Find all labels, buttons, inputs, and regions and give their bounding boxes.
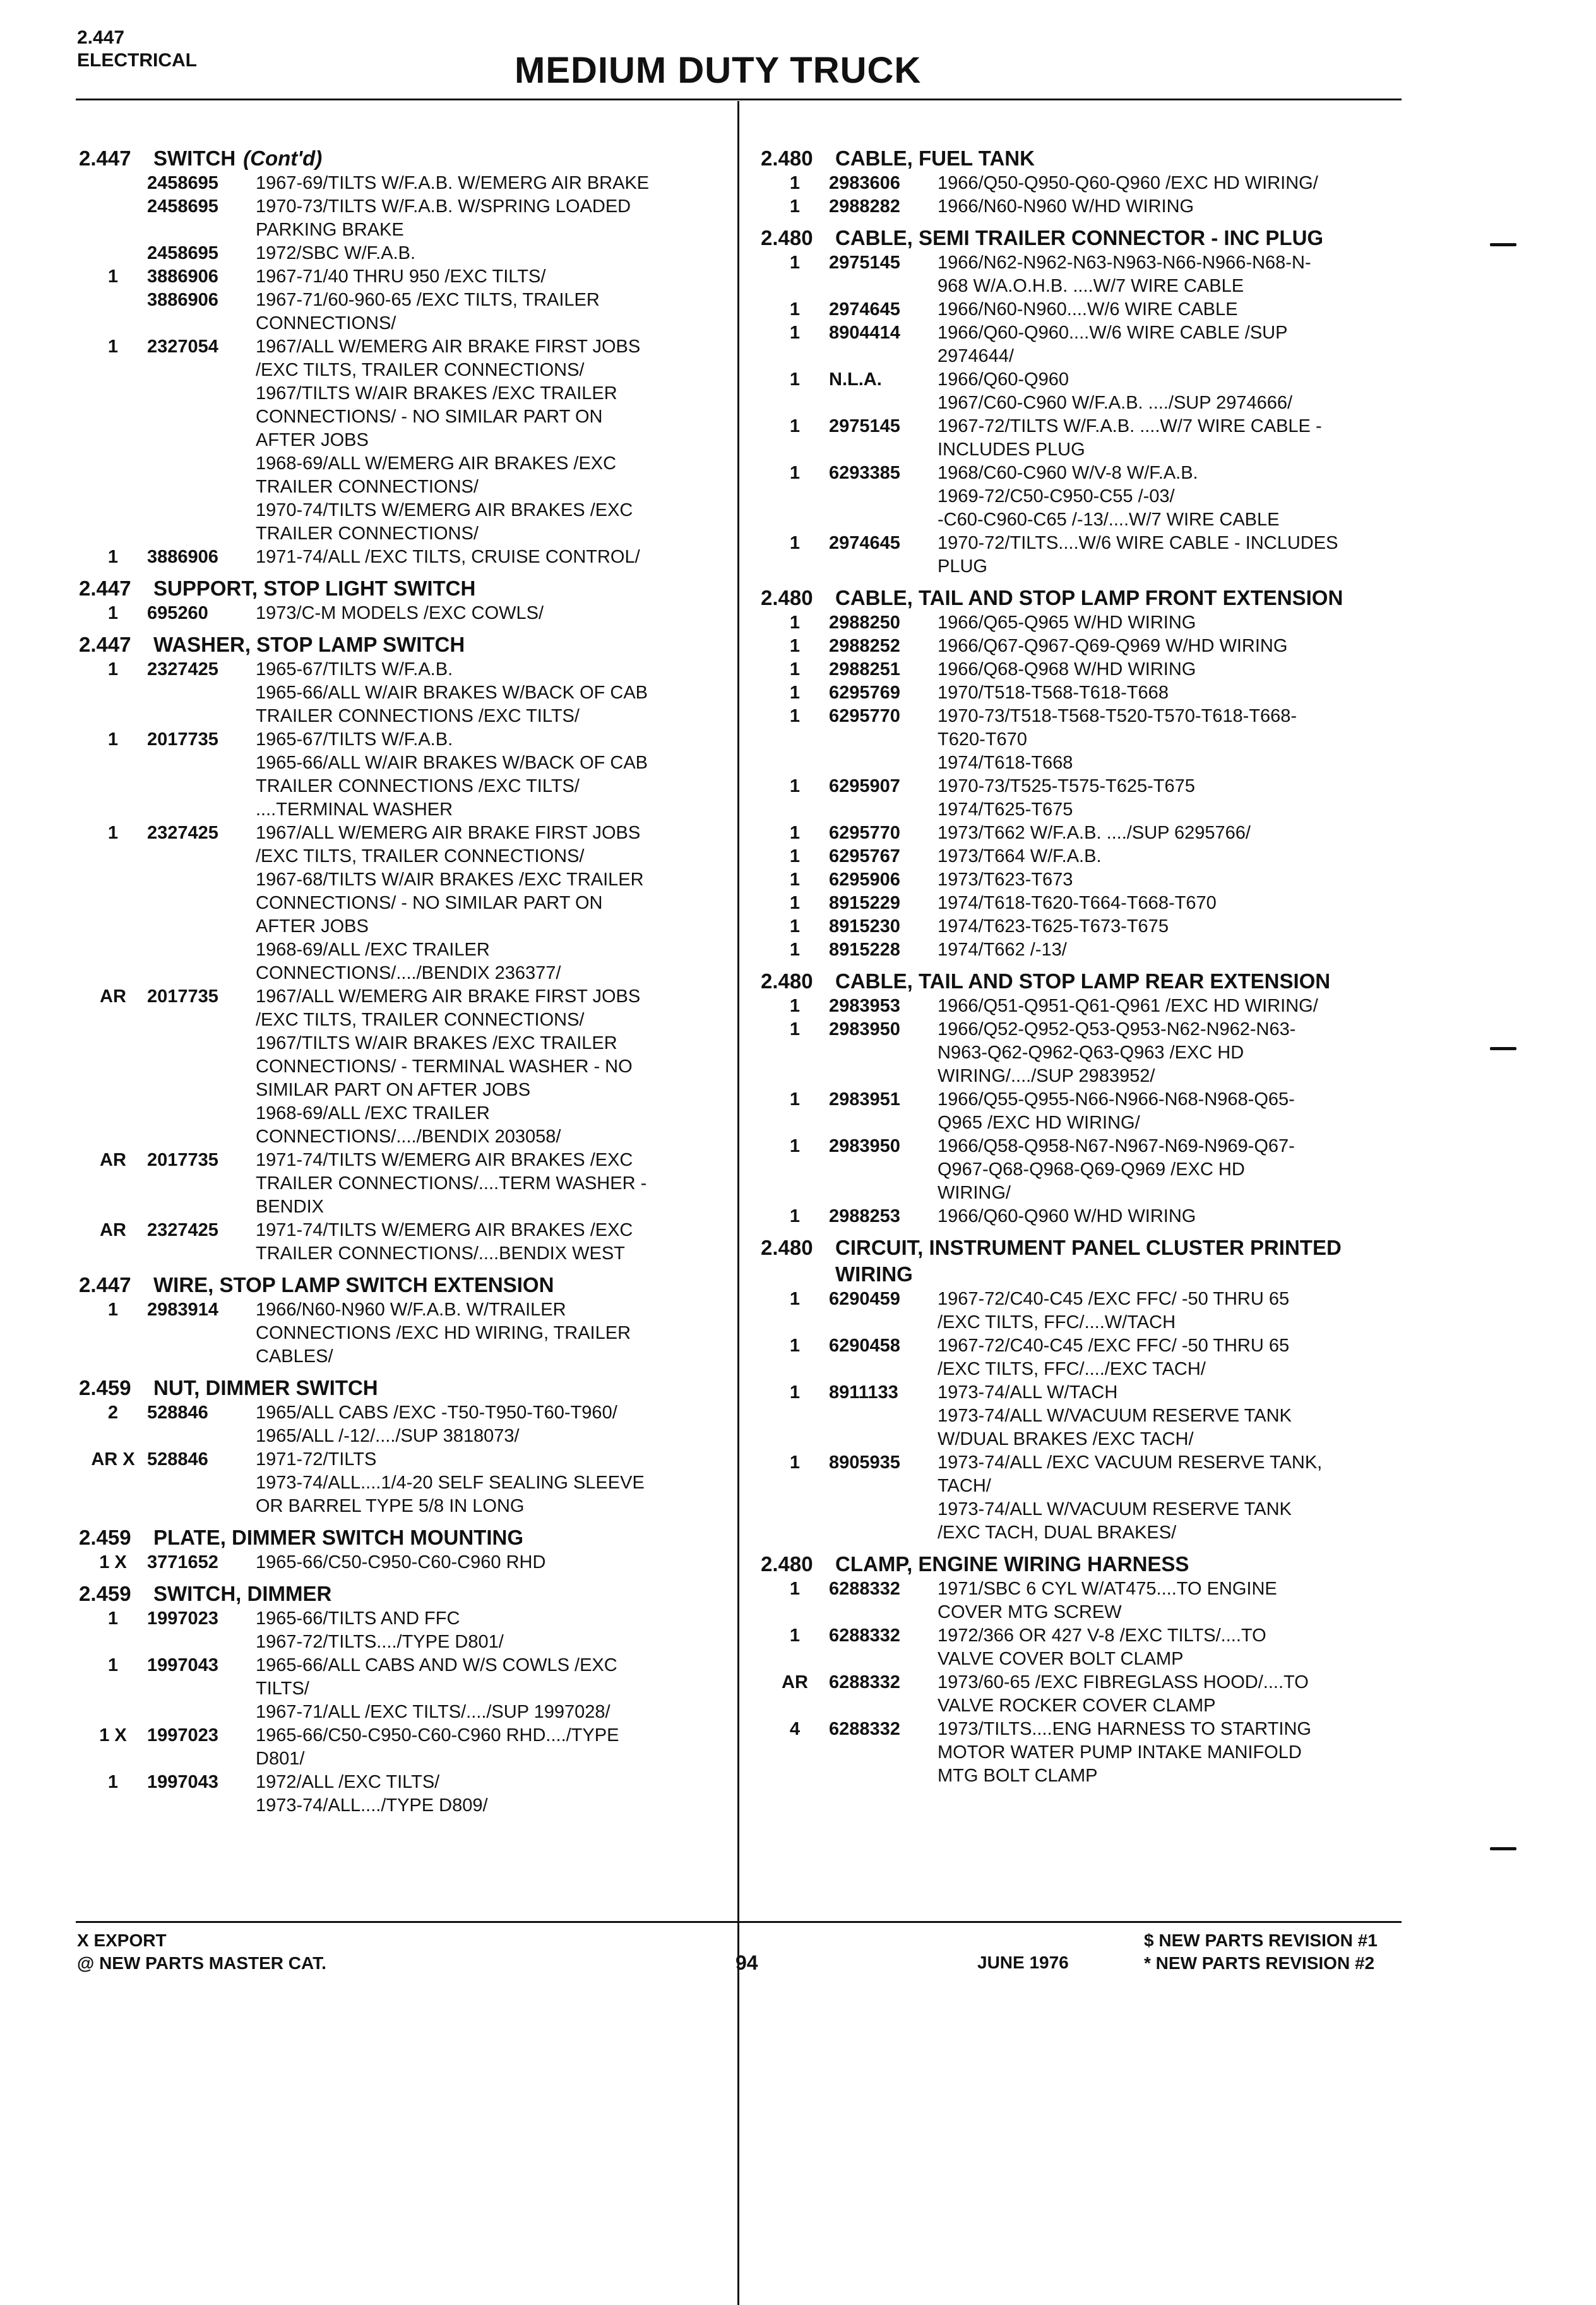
part-number: 6295770 (829, 706, 900, 726)
parts-row (761, 1088, 1398, 1135)
section-title: CLAMP, ENGINE WIRING HARNESS (835, 1552, 1189, 1576)
quantity: 1 (789, 996, 801, 1016)
part-number: 2458695 (147, 243, 218, 263)
parts-row (79, 1219, 729, 1266)
quantity: 2 (107, 1403, 119, 1423)
part-number: 2983950 (829, 1019, 900, 1039)
section-number: 2.480 (761, 1552, 813, 1576)
section-title: NUT, DIMMER SWITCH (153, 1376, 378, 1399)
quantity: 1 (789, 683, 801, 703)
description: 1973/T664 W/F.A.B. (938, 846, 1102, 866)
section-number: 2.480 (761, 147, 813, 170)
parts-row (761, 845, 1398, 868)
description: 1966/Q68-Q968 W/HD WIRING (938, 659, 1196, 680)
description: 1966/Q60-Q960 W/HD WIRING (938, 1206, 1196, 1226)
parts-row (761, 1718, 1398, 1788)
section-continued: (Cont'd) (243, 147, 323, 170)
parts-row (79, 242, 729, 265)
quantity: 1 (789, 196, 801, 217)
section-number: 2.480 (761, 226, 813, 249)
section-number: 2.447 (79, 633, 131, 656)
column-divider (737, 101, 739, 2305)
quantity: AR (782, 1672, 808, 1692)
part-number: 2988282 (829, 196, 900, 217)
section-title: SUPPORT, STOP LIGHT SWITCH (153, 577, 476, 600)
description: 1973/60-65 /EXC FIBREGLASS HOOD/....TO VALVE ROCKER COVER CLAMP (938, 1672, 1309, 1716)
part-number: 6295767 (829, 846, 900, 866)
parts-row (761, 705, 1398, 775)
footer-legend (77, 1929, 326, 1975)
quantity: 1 (107, 823, 119, 843)
part-number: 2327425 (147, 659, 218, 680)
section-heading (761, 225, 1398, 251)
quantity (79, 172, 147, 195)
part-number: 1997043 (147, 1772, 218, 1792)
parts-row (761, 172, 1398, 195)
part-number: 2017735 (147, 1150, 218, 1170)
parts-row (761, 1578, 1398, 1624)
part-number: 6295770 (829, 823, 900, 843)
quantity: 1 (789, 1336, 801, 1356)
parts-row (761, 1624, 1398, 1671)
section-title: WASHER, STOP LAMP SWITCH (153, 633, 465, 656)
quantity (79, 242, 147, 265)
parts-row (79, 602, 729, 625)
quantity: 1 (789, 1382, 801, 1403)
parts-row (761, 938, 1398, 962)
description: 1965-67/TILTS W/F.A.B. 1965-66/ALL W/AIR BRAKES W/BACK OF CAB TRAILER CONNECTIONS /EXC TILTS/ ....TERMINAL WASHER (256, 729, 648, 820)
description: 1971-74/TILTS W/EMERG AIR BRAKES /EXC TRAILER CONNECTIONS/....BENDIX WEST (256, 1220, 633, 1264)
section-heading (761, 1235, 1398, 1288)
quantity: 1 (789, 173, 801, 193)
description: 1972/SBC W/F.A.B. (256, 243, 416, 263)
parts-row (761, 995, 1398, 1018)
part-number: 2983606 (829, 173, 900, 193)
part-number: 2983953 (829, 996, 900, 1016)
part-number: 6288332 (829, 1672, 900, 1692)
part-number: 2983950 (829, 1136, 900, 1156)
quantity: 1 (789, 846, 801, 866)
description: 1966/Q65-Q965 W/HD WIRING (938, 613, 1196, 633)
section-heading (79, 1581, 729, 1607)
part-number: 2983951 (829, 1089, 900, 1110)
page-code: 2.447 (77, 27, 125, 48)
parts-row (761, 915, 1398, 938)
parts-row (79, 265, 729, 289)
part-number: 6295906 (829, 870, 900, 890)
quantity: 1 (789, 870, 801, 890)
description: 1966/Q55-Q955-N66-N966-N68-N968-Q65- Q965 /EXC HD WIRING/ (938, 1089, 1295, 1133)
description: 1970-72/TILTS....W/6 WIRE CABLE - INCLUDES PLUG (938, 533, 1338, 577)
description: 1970/T518-T568-T618-T668 (938, 683, 1169, 703)
parts-row (761, 1135, 1398, 1205)
parts-row (79, 289, 729, 335)
description: 1966/N60-N960 W/F.A.B. W/TRAILER CONNECTIONS /EXC HD WIRING, TRAILER CABLES/ (256, 1300, 631, 1367)
quantity: 1 (789, 463, 801, 483)
description: 1967/ALL W/EMERG AIR BRAKE FIRST JOBS /EXC TILTS, TRAILER CONNECTIONS/ 1967-68/TILTS W/AIR BRAKES /EXC TRAILER CONNECTIONS/ - NO SIMILAR PART ON AFTER JOBS 1968-69/ALL /EXC TRAILER CONNECTIONS/..../BENDIX 236377/ (256, 823, 644, 983)
parts-row (761, 868, 1398, 892)
description: 1972/ALL /EXC TILTS/ 1973-74/ALL..../TYPE D809/ (256, 1772, 488, 1816)
description: 1965/ALL CABS /EXC -T50-T950-T60-T960/ 1965/ALL /-12/..../SUP 3818073/ (256, 1403, 617, 1446)
part-number: 6295907 (829, 776, 900, 796)
quantity: 1 (789, 533, 801, 553)
part-number: 2975145 (829, 253, 900, 273)
part-number: 1997043 (147, 1655, 218, 1675)
quantity: 1 (789, 636, 801, 656)
section-heading (79, 575, 729, 602)
section-number: 2.447 (79, 147, 131, 170)
part-number: 2983914 (147, 1300, 218, 1320)
part-number: 1997023 (147, 1725, 218, 1745)
quantity: 1 (107, 547, 119, 567)
quantity: 1 (107, 729, 119, 750)
parts-row (761, 1288, 1398, 1334)
quantity: 1 (107, 1655, 119, 1675)
page-title: MEDIUM DUTY TRUCK (515, 50, 922, 91)
section-heading (79, 1375, 729, 1401)
parts-row (761, 1451, 1398, 1545)
section-heading (761, 1551, 1398, 1578)
parts-row (761, 1334, 1398, 1381)
quantity: 1 (789, 1452, 801, 1473)
part-number: 3771652 (147, 1552, 218, 1572)
parts-row (79, 195, 729, 242)
part-number: 2988250 (829, 613, 900, 633)
part-number: 6290459 (829, 1289, 900, 1309)
part-number: 2458695 (147, 196, 218, 217)
part-number: 6288332 (829, 1579, 900, 1599)
section-title: PLATE, DIMMER SWITCH MOUNTING (153, 1526, 524, 1549)
quantity: AR X (91, 1449, 135, 1470)
description: 1967/ALL W/EMERG AIR BRAKE FIRST JOBS /EXC TILTS, TRAILER CONNECTIONS/ 1967/TILTS W/AIR BRAKES /EXC TRAILER CONNECTIONS/ - TERMINAL WASHER - NO SIMILAR PART ON AFTER JOBS 1968-69/ALL /EXC TRAILER CONNECTIONS/..../BENDIX 203058/ (256, 986, 641, 1147)
description: 1974/T623-T625-T673-T675 (938, 916, 1169, 937)
description: 1972/366 OR 427 V-8 /EXC TILTS/....TO VALVE COVER BOLT CLAMP (938, 1625, 1266, 1669)
part-number: 2327425 (147, 1220, 218, 1240)
part-number: 8915229 (829, 893, 900, 913)
description: 1974/T662 /-13/ (938, 940, 1067, 960)
quantity: 1 (789, 416, 801, 436)
description: 1967-72/C40-C45 /EXC FFC/ -50 THRU 65 /EXC TILTS, FFC/..../EXC TACH/ (938, 1336, 1290, 1379)
quantity: 1 (789, 1579, 801, 1599)
section-code (77, 27, 197, 72)
description: 1965-66/TILTS AND FFC 1967-72/TILTS..../TYPE D801/ (256, 1608, 504, 1652)
section-number: 2.447 (79, 577, 131, 600)
parts-row (79, 335, 729, 546)
parts-row (761, 321, 1398, 368)
parts-row (761, 658, 1398, 681)
part-number: 3886906 (147, 290, 218, 310)
parts-row (761, 1018, 1398, 1088)
section-heading (761, 585, 1398, 611)
part-number: 2327054 (147, 337, 218, 357)
description: 1965-67/TILTS W/F.A.B. 1965-66/ALL W/AIR BRAKES W/BACK OF CAB TRAILER CONNECTIONS /EXC TILTS/ (256, 659, 648, 726)
parts-row (761, 532, 1398, 578)
parts-row (79, 1771, 729, 1817)
part-number: 2988252 (829, 636, 900, 656)
description: 1967-72/TILTS W/F.A.B. ....W/7 WIRE CABLE - INCLUDES PLUG (938, 416, 1322, 460)
left-column (79, 139, 729, 1817)
revision-marker (1490, 1047, 1516, 1050)
quantity: 1 (107, 603, 119, 623)
part-number: 8915230 (829, 916, 900, 937)
parts-row (761, 1671, 1398, 1718)
revision-2-note: * NEW PARTS REVISION #2 (1144, 1953, 1375, 1973)
section-heading (79, 1272, 729, 1298)
part-number: 6295769 (829, 683, 900, 703)
section-heading (79, 145, 729, 172)
part-number: 8915228 (829, 940, 900, 960)
description: 1966/Q60-Q960....W/6 WIRE CABLE /SUP 2974644/ (938, 323, 1288, 366)
parts-row (79, 1607, 729, 1654)
quantity: 1 (789, 1136, 801, 1156)
parts-row (761, 462, 1398, 532)
parts-row (761, 611, 1398, 635)
quantity: 4 (789, 1719, 801, 1739)
page-category: ELECTRICAL (77, 50, 197, 71)
description: 1966/N62-N962-N63-N963-N66-N966-N68-N- 968 W/A.O.H.B. ....W/7 WIRE CABLE (938, 253, 1311, 296)
parts-row (761, 368, 1398, 415)
part-number: 6293385 (829, 463, 900, 483)
revision-1-note: $ NEW PARTS REVISION #1 (1144, 1931, 1378, 1950)
export-note: X EXPORT (77, 1931, 167, 1950)
section-heading (761, 968, 1398, 995)
description: 1965-66/C50-C950-C60-C960 RHD (256, 1552, 546, 1572)
description: 1968/C60-C960 W/V-8 W/F.A.B. 1969-72/C50-C950-C55 /-03/ -C60-C960-C65 /-13/....W/7 WIRE CABLE (938, 463, 1280, 530)
parts-row (761, 822, 1398, 845)
description: 1971-74/ALL /EXC TILTS, CRUISE CONTROL/ (256, 547, 640, 567)
parts-row (79, 658, 729, 728)
quantity: 1 (107, 659, 119, 680)
part-number: 3886906 (147, 266, 218, 287)
description: 1966/Q58-Q958-N67-N967-N69-N969-Q67- Q967-Q68-Q968-Q69-Q969 /EXC HD WIRING/ (938, 1136, 1295, 1203)
section-title: SWITCH, DIMMER (153, 1582, 332, 1605)
quantity: 1 (107, 1772, 119, 1792)
section-number: 2.480 (761, 1236, 813, 1259)
quantity: 1 (789, 1206, 801, 1226)
parts-row (79, 1551, 729, 1574)
description: 1966/Q60-Q960 1967/C60-C960 W/F.A.B. ..../SUP 2974666/ (938, 369, 1293, 413)
revision-marker (1490, 243, 1516, 246)
part-number: 528846 (147, 1449, 208, 1470)
quantity: 1 (107, 1300, 119, 1320)
quantity: AR (100, 986, 126, 1007)
parts-row (79, 985, 729, 1149)
description: 1973/C-M MODELS /EXC COWLS/ (256, 603, 544, 623)
quantity: 1 X (99, 1552, 127, 1572)
quantity: 1 (789, 1019, 801, 1039)
quantity: 1 (789, 323, 801, 343)
part-number: 2327425 (147, 823, 218, 843)
quantity: 1 (107, 1608, 119, 1629)
quantity: 1 (789, 706, 801, 726)
description: 1967/ALL W/EMERG AIR BRAKE FIRST JOBS /EXC TILTS, TRAILER CONNECTIONS/ 1967/TILTS W/AIR BRAKES /EXC TRAILER CONNECTIONS/ - NO SIMILAR PART ON AFTER JOBS 1968-69/ALL W/EMERG AIR BRAKES /EXC TRAILER CONNECTIONS/ 1970-74/TILTS W/EMERG AIR BRAKES /EXC TRAILER CONNECTIONS/ (256, 337, 641, 544)
quantity: 1 (107, 337, 119, 357)
header-rule (76, 99, 1402, 100)
quantity: 1 (789, 893, 801, 913)
quantity: 1 (789, 299, 801, 320)
part-number: 2458695 (147, 173, 218, 193)
section-title: CABLE, SEMI TRAILER CONNECTOR - INC PLUG (835, 226, 1324, 249)
quantity: 1 (107, 266, 119, 287)
description: 1967-69/TILTS W/F.A.B. W/EMERG AIR BRAKE (256, 173, 650, 193)
parts-row (761, 298, 1398, 321)
section-number: 2.459 (79, 1526, 131, 1549)
description: 1966/Q51-Q951-Q61-Q961 /EXC HD WIRING/ (938, 996, 1318, 1016)
quantity: 1 (789, 776, 801, 796)
quantity: AR (100, 1220, 126, 1240)
description: 1965-66/ALL CABS AND W/S COWLS /EXC TILTS/ 1967-71/ALL /EXC TILTS/..../SUP 1997028/ (256, 1655, 617, 1722)
description: 1966/N60-N960 W/HD WIRING (938, 196, 1194, 217)
section-title: CABLE, FUEL TANK (835, 147, 1035, 170)
section-title: CABLE, TAIL AND STOP LAMP FRONT EXTENSION (835, 586, 1343, 609)
section-number: 2.447 (79, 1273, 131, 1296)
parts-row (761, 251, 1398, 298)
quantity: 1 (789, 1089, 801, 1110)
description: 1973/T662 W/F.A.B. ..../SUP 6295766/ (938, 823, 1251, 843)
section-heading (79, 1524, 729, 1551)
parts-row (761, 635, 1398, 658)
parts-row (79, 1448, 729, 1518)
quantity: AR (100, 1150, 126, 1170)
parts-row (79, 728, 729, 822)
revision-marker (1490, 1847, 1516, 1850)
description: 1966/Q67-Q967-Q69-Q969 W/HD WIRING (938, 636, 1288, 656)
quantity: 1 (789, 916, 801, 937)
section-number: 2.459 (79, 1582, 131, 1605)
quantity: 1 (789, 253, 801, 273)
footer-date: JUNE 1976 (977, 1953, 1069, 1972)
section-number: 2.480 (761, 586, 813, 609)
quantity: 1 (789, 1289, 801, 1309)
master-cat-note: @ NEW PARTS MASTER CAT. (77, 1953, 326, 1973)
parts-row (761, 775, 1398, 822)
description: 1971-72/TILTS 1973-74/ALL....1/4-20 SELF SEALING SLEEVE OR BARREL TYPE 5/8 IN LONG (256, 1449, 645, 1516)
footer-rule (76, 1921, 1402, 1923)
quantity: 1 (789, 659, 801, 680)
description: 1973-74/ALL /EXC VACUUM RESERVE TANK, TACH/ 1973-74/ALL W/VACUUM RESERVE TANK /EXC TACH, DUAL BRAKES/ (938, 1452, 1323, 1543)
part-number: 2974645 (829, 299, 900, 320)
quantity: 1 (789, 823, 801, 843)
quantity: 1 (789, 940, 801, 960)
revision-legend (1144, 1929, 1378, 1975)
parts-row (79, 822, 729, 985)
part-number: 2017735 (147, 986, 218, 1007)
part-number: 6288332 (829, 1719, 900, 1739)
description: 1967-71/40 THRU 950 /EXC TILTS/ (256, 266, 546, 287)
description: 1973/T623-T673 (938, 870, 1073, 890)
part-number: 6288332 (829, 1625, 900, 1646)
page-number: 94 (735, 1951, 758, 1974)
quantity: 1 (789, 369, 801, 390)
part-number: 8905935 (829, 1452, 900, 1473)
parts-row (79, 1401, 729, 1448)
description: 1971/SBC 6 CYL W/AT475....TO ENGINE COVER MTG SCREW (938, 1579, 1277, 1622)
parts-row (761, 1381, 1398, 1451)
parts-row (79, 546, 729, 569)
parts-row (79, 1654, 729, 1724)
description: 1965-66/C50-C950-C60-C960 RHD..../TYPE D801/ (256, 1725, 619, 1769)
description: 1970-73/TILTS W/F.A.B. W/SPRING LOADED PARKING BRAKE (256, 196, 631, 240)
section-title: WIRE, STOP LAMP SWITCH EXTENSION (153, 1273, 554, 1296)
section-heading (79, 632, 729, 658)
parts-row (761, 892, 1398, 915)
parts-row (79, 1149, 729, 1219)
part-number: 2975145 (829, 416, 900, 436)
part-number: 1997023 (147, 1608, 218, 1629)
parts-row (761, 195, 1398, 219)
right-column (761, 139, 1398, 1788)
section-title: SWITCH (153, 147, 236, 170)
description: 1967-71/60-960-65 /EXC TILTS, TRAILER CONNECTIONS/ (256, 290, 600, 333)
quantity: 1 (789, 613, 801, 633)
quantity (79, 195, 147, 242)
part-number: 2988251 (829, 659, 900, 680)
description: 1970-73/T525-T575-T625-T675 1974/T625-T675 (938, 776, 1195, 820)
parts-row (761, 681, 1398, 705)
parts-row (79, 1298, 729, 1368)
section-number: 2.459 (79, 1376, 131, 1399)
section-number: 2.480 (761, 969, 813, 993)
description: 1971-74/TILTS W/EMERG AIR BRAKES /EXC TRAILER CONNECTIONS/....TERM WASHER - BENDIX (256, 1150, 647, 1217)
description: 1966/N60-N960....W/6 WIRE CABLE (938, 299, 1238, 320)
description: 1966/Q50-Q950-Q60-Q960 /EXC HD WIRING/ (938, 173, 1318, 193)
quantity: 1 (789, 1625, 801, 1646)
section-heading (761, 145, 1398, 172)
quantity (79, 289, 147, 335)
part-number: 528846 (147, 1403, 208, 1423)
part-number: 3886906 (147, 547, 218, 567)
part-number: 8911133 (829, 1382, 898, 1403)
section-title: CIRCUIT, INSTRUMENT PANEL CLUSTER PRINTED WIRING (835, 1236, 1342, 1286)
description: 1974/T618-T620-T664-T668-T670 (938, 893, 1217, 913)
section-title: CABLE, TAIL AND STOP LAMP REAR EXTENSION (835, 969, 1331, 993)
description: 1967-72/C40-C45 /EXC FFC/ -50 THRU 65 /EXC TILTS, FFC/....W/TACH (938, 1289, 1290, 1332)
part-number: 2017735 (147, 729, 218, 750)
description: 1973/TILTS....ENG HARNESS TO STARTING MOTOR WATER PUMP INTAKE MANIFOLD MTG BOLT CLAMP (938, 1719, 1311, 1786)
part-number: N.L.A. (829, 369, 882, 390)
part-number: 695260 (147, 603, 208, 623)
parts-row (79, 172, 729, 195)
part-number: 6290458 (829, 1336, 900, 1356)
part-number: 2974645 (829, 533, 900, 553)
description: 1973-74/ALL W/TACH 1973-74/ALL W/VACUUM RESERVE TANK W/DUAL BRAKES /EXC TACH/ (938, 1382, 1292, 1449)
parts-row (761, 1205, 1398, 1228)
part-number: 8904414 (829, 323, 900, 343)
parts-row (761, 415, 1398, 462)
part-number: 2988253 (829, 1206, 900, 1226)
quantity: 1 X (99, 1725, 127, 1745)
description: 1966/Q52-Q952-Q53-Q953-N62-N962-N63- N963-Q62-Q962-Q63-Q963 /EXC HD WIRING/..../SUP 2983952/ (938, 1019, 1296, 1086)
description: 1970-73/T518-T568-T520-T570-T618-T668- T620-T670 1974/T618-T668 (938, 706, 1297, 773)
parts-row (79, 1724, 729, 1771)
